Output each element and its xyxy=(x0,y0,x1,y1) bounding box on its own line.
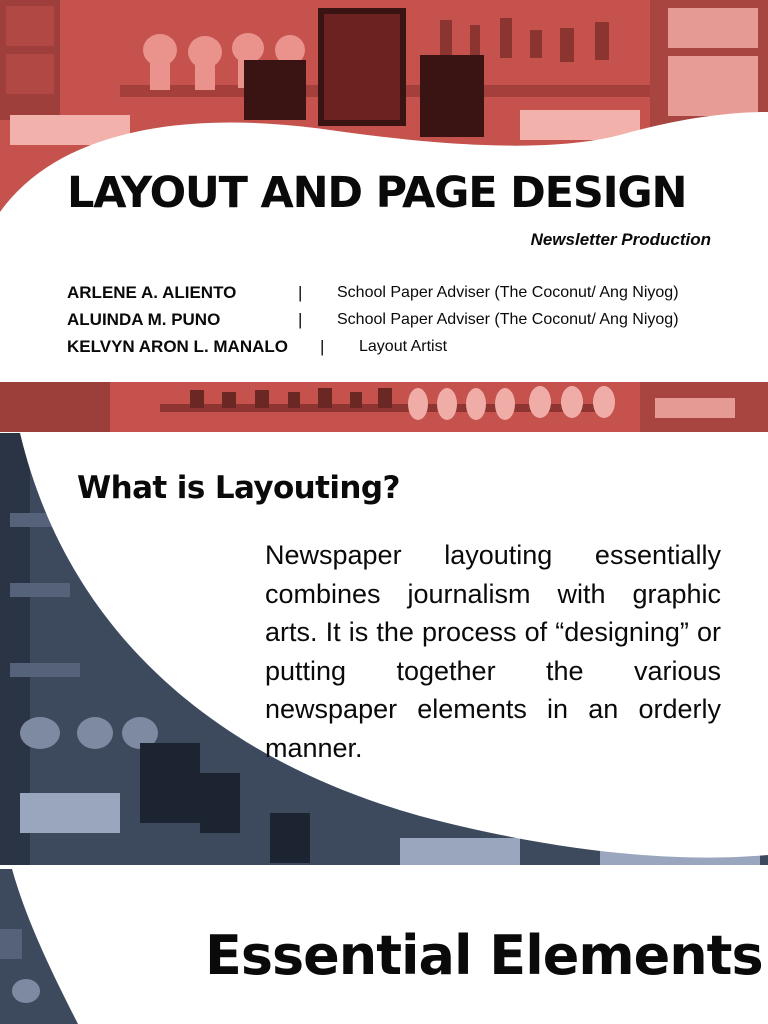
trophy-shelf-photo-strip xyxy=(0,382,768,432)
credit-row xyxy=(67,283,707,307)
credit-name: ALUINDA M. PUNO xyxy=(67,310,221,329)
credit-role: School Paper Adviser (The Coconut/ Ang Niyog) xyxy=(337,284,679,301)
credit-separator: | xyxy=(320,337,325,356)
presentation-title: LAYOUT AND PAGE DESIGN xyxy=(67,168,687,218)
credit-row xyxy=(67,337,707,361)
credit-name: KELVYN ARON L. MANALO xyxy=(67,337,288,356)
credit-separator: | xyxy=(298,310,303,329)
credit-name: ARLENE A. ALIENTO xyxy=(67,283,237,302)
credit-role: Layout Artist xyxy=(359,338,448,355)
definition-slide xyxy=(0,433,768,865)
section-heading: What is Layouting? xyxy=(77,470,400,506)
credit-separator: | xyxy=(298,283,303,302)
credit-role: School Paper Adviser (The Coconut/ Ang Niyog) xyxy=(337,311,679,328)
definition-paragraph: Newspaper layouting essentially combines journalism with graphic arts. It is the process of “designing” or putting together the various newspaper elements in an orderly manner. xyxy=(265,540,721,763)
section-heading: Essential Elements xyxy=(205,924,763,987)
elements-slide xyxy=(0,869,768,1024)
title-slide xyxy=(0,0,768,382)
credit-row xyxy=(67,310,707,334)
presentation-subtitle: Newsletter Production xyxy=(530,230,711,249)
